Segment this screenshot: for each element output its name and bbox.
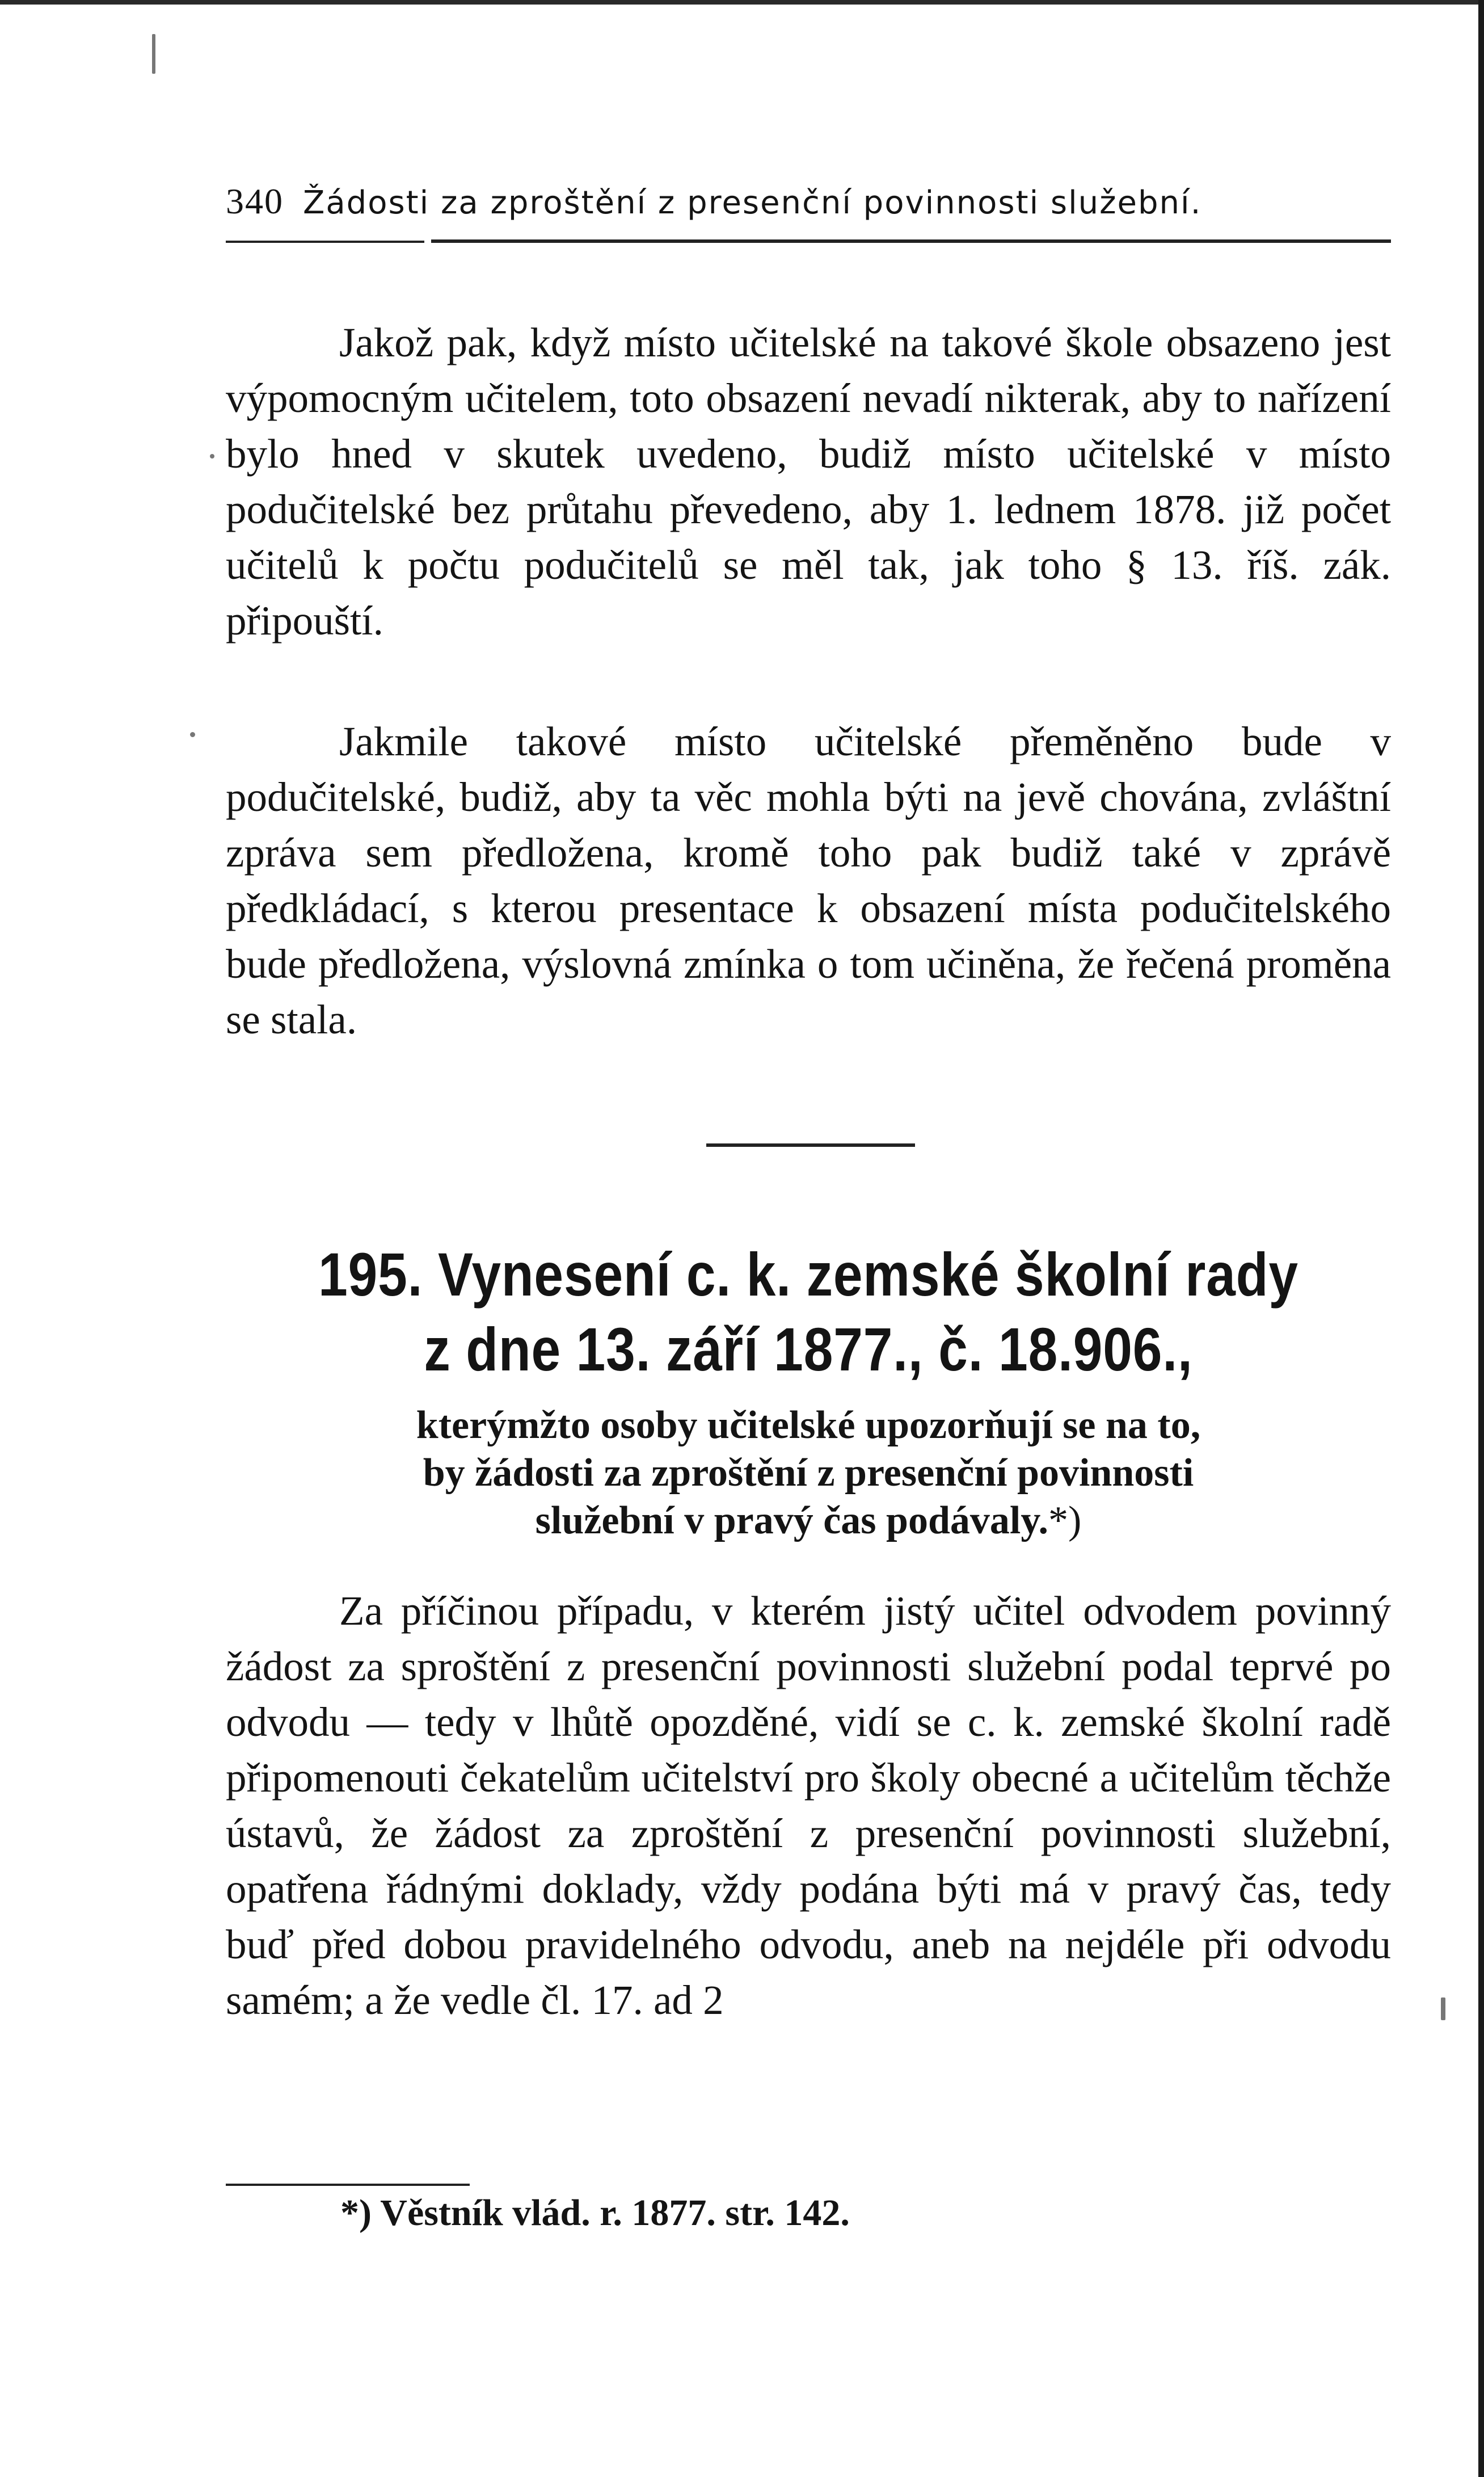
section-heading-line-2: z dne 13. září 1877., č. 18.906.,: [424, 1315, 1193, 1383]
section-body: Za příčinou případu, v kterém jistý učitel odvodem povinný žádost za sproštění z presenční povinnosti služební podal teprvé po odvodu — tedy v lhůtě opozděné, vidí se c. k. zemské školní radě připomenouti čekatelům učitelství pro školy obecné a učitelům těchže ústavů, že žádost za zproštění z presenční povinnosti služební, opatřena řádnými doklady, vždy podána býti má v pravý čas, tedy buď před dobou pravidelného odvodu, aneb na nejdéle při odvodu samém; a že vedle čl. 17. ad 2: [226, 1588, 1391, 2023]
section-heading: [307, 1237, 1309, 1387]
scan-speck: [190, 732, 195, 737]
running-header: [226, 180, 1372, 237]
scan-speck: [152, 34, 155, 74]
page-edge-right: [1478, 0, 1484, 2477]
page-number: 340: [226, 181, 284, 221]
header-rule-left: [226, 241, 424, 243]
paragraph-2: Jakmile takové místo učitelské přeměněno bude v podučitelské, budiž, aby ta věc mohla býti na jevě chována, zvláštní zpráva sem předložena, kromě toho pak budiž také v zprávě předkládací, s kterou presentace k obsazení místa podučitelského bude předložena, výslovná zmínka o tom učiněna, že řečená proměna se stala.: [226, 718, 1391, 1042]
scan-speck: [1441, 1997, 1445, 2020]
running-title: Žádosti za zproštění z presenční povinnosti služební.: [303, 184, 1202, 221]
section-heading-line-1: 195. Vynesení c. k. zemské školní rady: [318, 1240, 1298, 1309]
footnote-reference: *): [1048, 1499, 1082, 1542]
section-subheading: [226, 1402, 1391, 1545]
subheading-line-2: by žádosti za zproštění z presenční povinnosti: [423, 1451, 1194, 1495]
footnote-rule: [226, 2184, 470, 2186]
scan-speck: [210, 454, 214, 459]
subheading-line-1: kterýmžto osoby učitelské upozorňují se na to,: [416, 1403, 1201, 1447]
subheading-line-3: služební v pravý čas podávaly.: [535, 1499, 1048, 1542]
footnote: *) Věstník vlád. r. 1877. str. 142.: [340, 2192, 850, 2234]
header-rule-right: [431, 239, 1391, 243]
section-divider: [706, 1143, 915, 1147]
subheading-line-3-wrap: [226, 1497, 1391, 1545]
paragraph-1: Jakož pak, když místo učitelské na takové škole obsazeno jest výpomocným učitelem, toto obsazení nevadí nikterak, aby to nařízení bylo hned v skutek uvedeno, budiž místo učitelské v místo podučitelské bez průtahu převedeno, aby 1. lednem 1878. již počet učitelů k počtu podučitelů se měl tak, jak toho § 13. říš. zák. připouští.: [226, 319, 1391, 644]
page-edge-top: [0, 0, 1484, 5]
